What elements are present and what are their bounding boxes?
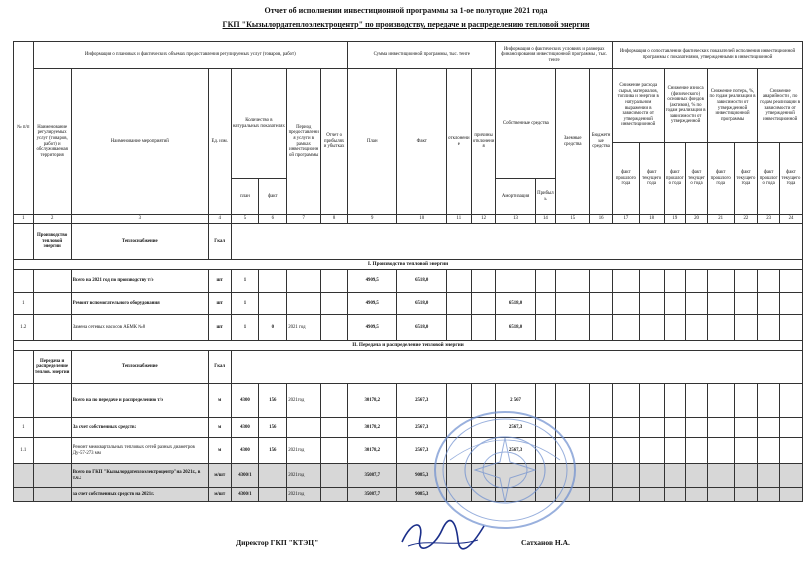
hdr-fact-cur: факт текущего года [686, 143, 708, 215]
table-cell [664, 418, 686, 438]
table-cell [556, 270, 590, 293]
table-cell [707, 418, 734, 438]
table-cell [471, 270, 496, 293]
table-cell [590, 384, 613, 418]
table-cell [321, 315, 348, 341]
hdr-cmp4: Снижение аварийности , по годам реализации в зависимости от утвержденной инвестиционной [758, 69, 803, 143]
block2-unit: Гкал [208, 351, 231, 384]
table-cell [758, 270, 780, 293]
column-number: 4 [208, 215, 231, 224]
total-unit: м/шт [208, 488, 231, 502]
block1-name: Теплоснабжение [71, 224, 208, 260]
table-cell [758, 315, 780, 341]
table-cell [686, 384, 708, 418]
hdr-budget: Бюджетные средства [590, 69, 613, 215]
table-cell [758, 418, 780, 438]
hdr-cmp3: Снижение потерь, %, по годам реализации в зависимости от утвержденной инвестиционной программы [707, 69, 758, 143]
report-subtitle: ГКП "Кызылордатеплоэлектроцентр" по производству, передаче и распределению тепловой энергии [222, 20, 590, 29]
row-plan: 4300 [231, 438, 259, 464]
table-cell [686, 464, 708, 488]
total-plan: 4300/1 [231, 464, 259, 488]
table-cell [556, 315, 590, 341]
hdr-sum-group: Сумма инвестиционной программы, тыс. тенге [348, 42, 496, 69]
row-amort: 2567,3 [496, 438, 535, 464]
hdr-fact-cur: факт текущего года [734, 143, 758, 215]
hdr-fact: факт [259, 179, 287, 215]
row-plan: 4300 [231, 384, 259, 418]
total-unit: м/шт [208, 464, 231, 488]
row-sum-fact: 6518,0 [397, 315, 446, 341]
row-period [287, 270, 321, 293]
row-amort: 2 567 [496, 384, 535, 418]
hdr-profit: Прибыль [535, 179, 556, 215]
row-unit: шт [208, 293, 231, 315]
column-number: 17 [612, 215, 639, 224]
table-row [14, 418, 803, 438]
block2-section-row [14, 341, 803, 351]
row-number [14, 270, 34, 293]
table-cell [590, 464, 613, 488]
row-fact: 156 [259, 438, 287, 464]
table-cell [590, 293, 613, 315]
table-cell [612, 384, 639, 418]
row-sum-plan: 30178,2 [348, 418, 397, 438]
column-number: 3 [71, 215, 208, 224]
block1-service: Производство тепловой энергии [33, 224, 71, 260]
row-period: 2021 год [287, 315, 321, 341]
table-cell [14, 488, 34, 502]
row-fact: 0 [259, 315, 287, 341]
table-cell [707, 438, 734, 464]
table-cell [590, 488, 613, 502]
row-sum-plan: 4909,5 [348, 270, 397, 293]
table-cell [686, 488, 708, 502]
table-cell [686, 418, 708, 438]
row-unit: шт [208, 270, 231, 293]
table-cell [686, 315, 708, 341]
table-cell [734, 293, 758, 315]
table-cell [259, 488, 287, 502]
table-cell [556, 293, 590, 315]
table-cell [471, 293, 496, 315]
row-name: Всего на 2021 год по производству т/э [71, 270, 208, 293]
table-cell [639, 464, 664, 488]
table-cell [535, 270, 556, 293]
row-plan: 1 [231, 293, 259, 315]
total-row [14, 464, 803, 488]
table-cell [612, 293, 639, 315]
table-cell [707, 488, 734, 502]
table-cell [758, 488, 780, 502]
hdr-period: Период предоставления услуги в рамках инвестиционной программы [287, 69, 321, 215]
table-cell [779, 488, 802, 502]
row-amort: 2567,3 [496, 418, 535, 438]
row-number: 1 [14, 418, 34, 438]
row-sum-fact: 6518,0 [397, 293, 446, 315]
total-row [14, 488, 803, 502]
total-name: за счет собственных средств на 2021г. [71, 488, 208, 502]
hdr-sum-plan: План [348, 69, 397, 215]
table-cell [758, 384, 780, 418]
signature-icon [398, 518, 488, 552]
table-cell [758, 293, 780, 315]
table-cell [33, 384, 71, 418]
row-fact: 156 [259, 418, 287, 438]
table-cell [612, 418, 639, 438]
column-number: 19 [664, 215, 686, 224]
table-cell [664, 464, 686, 488]
hdr-service-name: Наименование регулируемых услуг (товаров, работ) и обслуживаемая территория [33, 69, 71, 215]
table-cell [321, 488, 348, 502]
table-cell [590, 418, 613, 438]
row-period: 2021год [287, 384, 321, 418]
table-cell [590, 270, 613, 293]
table-cell [612, 315, 639, 341]
block2-section-title: II. Передача и распределение тепловой энергии [14, 341, 803, 351]
table-cell [639, 293, 664, 315]
row-sum-plan: 4909,5 [348, 315, 397, 341]
row-unit: шт [208, 315, 231, 341]
table-cell [664, 315, 686, 341]
table-cell [33, 315, 71, 341]
table-cell [734, 488, 758, 502]
row-unit: м [208, 384, 231, 418]
table-cell [612, 488, 639, 502]
table-cell [707, 270, 734, 293]
table-cell [321, 418, 348, 438]
table-row [14, 270, 803, 293]
block2-name: Теплоснабжение [71, 351, 208, 384]
hdr-cmp-group: Информация о сопоставлении фактических показателей исполнения инвестиционной программы с показателями, утвержденными в инвестиционной [612, 42, 802, 69]
row-plan: 1 [231, 270, 259, 293]
table-cell [758, 438, 780, 464]
row-sum-fact: 6518,0 [397, 270, 446, 293]
row-name: Замена сетевых насосов АБМК №8 [71, 315, 208, 341]
column-number: 15 [556, 215, 590, 224]
table-cell [471, 315, 496, 341]
row-amort: 6518,0 [496, 293, 535, 315]
row-fact: 156 [259, 384, 287, 418]
hdr-fact-past: факт прошлого года [664, 143, 686, 215]
block2-header-row [14, 351, 803, 384]
table-cell [639, 418, 664, 438]
director-name: Сатханов Н.А. [521, 538, 570, 547]
total-period: 2021год [287, 488, 321, 502]
hdr-profit-loss: Отчет о прибылях и убытках [321, 69, 348, 215]
column-number: 22 [734, 215, 758, 224]
table-cell [33, 464, 71, 488]
row-sum-plan: 30178,2 [348, 384, 397, 418]
table-cell [33, 488, 71, 502]
row-number: 1.2 [14, 315, 34, 341]
total-sum-plan: 35087,7 [348, 464, 397, 488]
table-cell [446, 270, 471, 293]
table-cell [686, 270, 708, 293]
total-period: 2021год [287, 464, 321, 488]
table-cell [321, 384, 348, 418]
column-number: 14 [535, 215, 556, 224]
column-number: 12 [471, 215, 496, 224]
column-number: 13 [496, 215, 535, 224]
table-cell [779, 270, 802, 293]
row-fact [259, 270, 287, 293]
column-number: 20 [686, 215, 708, 224]
row-fact [259, 293, 287, 315]
table-cell [33, 438, 71, 464]
block1-section-title: I. Производство тепловой энергии [14, 260, 803, 270]
table-cell [612, 438, 639, 464]
table-cell [734, 438, 758, 464]
row-period: 2021год [287, 438, 321, 464]
row-period [287, 418, 321, 438]
table-cell [33, 270, 71, 293]
row-number: 1 [14, 293, 34, 315]
table-cell [590, 438, 613, 464]
table-cell [686, 293, 708, 315]
hdr-info-group: Информация о плановых и фактических объемах предоставления регулируемых услуг (товаров, работ) [33, 42, 347, 69]
header-row-2 [14, 69, 803, 143]
hdr-sum-fact: Факт [397, 69, 446, 215]
row-unit: м [208, 438, 231, 464]
row-sum-plan: 4909,5 [348, 293, 397, 315]
row-sum-fact: 2567,3 [397, 384, 446, 418]
table-cell [779, 315, 802, 341]
table-cell [779, 293, 802, 315]
row-name: Ремонт вспомогательного оборудования [71, 293, 208, 315]
table-cell [321, 438, 348, 464]
table-cell [535, 315, 556, 341]
total-plan: 4300/1 [231, 488, 259, 502]
table-row [14, 315, 803, 341]
column-number: 1 [14, 215, 34, 224]
stamp-seal-icon [430, 400, 580, 530]
table-cell [259, 464, 287, 488]
table-cell [779, 438, 802, 464]
column-number: 7 [287, 215, 321, 224]
block2-service: Передача и распределение теплов. энергии [33, 351, 71, 384]
table-cell [779, 384, 802, 418]
report-title: Отчет об исполнении инвестиционной программы за 1-ое полугодие 2021 года [264, 6, 548, 15]
table-cell [639, 315, 664, 341]
table-cell [664, 384, 686, 418]
hdr-unit: Ед. изм. [208, 69, 231, 215]
hdr-num: № п/п [14, 42, 34, 215]
hdr-plan: план [231, 179, 259, 215]
row-unit: м [208, 418, 231, 438]
row-amort: 6518,0 [496, 315, 535, 341]
column-number: 6 [259, 215, 287, 224]
block1-header-row [14, 224, 803, 260]
hdr-cmp2: Снижение износа (физического) основных фондов (активов), % по годам реализации в зависимости от утвержденной [664, 69, 707, 143]
row-sum-plan: 30178,2 [348, 438, 397, 464]
table-cell [707, 293, 734, 315]
table-cell [664, 270, 686, 293]
table-cell [639, 270, 664, 293]
table-cell [707, 384, 734, 418]
table-cell [758, 464, 780, 488]
hdr-cmp1: Снижение расхода сырья, материалов, топлива и энергии в натуральном выражении в зависимости от утвержденной инвестиционной [612, 69, 664, 143]
column-number: 18 [639, 215, 664, 224]
table-cell [446, 293, 471, 315]
block1-unit: Гкал [208, 224, 231, 260]
column-number: 11 [446, 215, 471, 224]
table-cell [33, 418, 71, 438]
total-sum-fact: 9085,3 [397, 488, 446, 502]
table-cell [14, 464, 34, 488]
column-number: 24 [779, 215, 802, 224]
column-number: 9 [348, 215, 397, 224]
hdr-fact-past: факт прошлого года [707, 143, 734, 215]
total-sum-fact: 9085,3 [397, 464, 446, 488]
table-cell [734, 464, 758, 488]
table-cell [734, 270, 758, 293]
table-cell [446, 315, 471, 341]
row-amort [496, 270, 535, 293]
table-cell [734, 315, 758, 341]
row-name: За счет собственных средств: [71, 418, 208, 438]
row-number [14, 384, 34, 418]
table-cell [707, 464, 734, 488]
header-row-1 [14, 42, 803, 69]
column-number: 2 [33, 215, 71, 224]
column-number: 23 [758, 215, 780, 224]
row-period [287, 293, 321, 315]
table-row [14, 384, 803, 418]
row-number: 1.1 [14, 438, 34, 464]
table-cell [590, 315, 613, 341]
hdr-event-name: Наименование мероприятий [71, 69, 208, 215]
column-number: 8 [321, 215, 348, 224]
hdr-fin-group: Информация о фактических условиях и размерах финансирования инвестиционной программы , тыс. тенге [496, 42, 613, 69]
hdr-own-funds: Собственные средства [496, 69, 556, 179]
table-cell [321, 464, 348, 488]
table-cell [639, 384, 664, 418]
hdr-loans: Заемные средства [556, 69, 590, 215]
table-cell [664, 293, 686, 315]
row-name: Всего на по передаче и распределению т/э [71, 384, 208, 418]
report-table [13, 41, 803, 502]
table-cell [779, 418, 802, 438]
total-sum-plan: 35087,7 [348, 488, 397, 502]
table-cell [33, 293, 71, 315]
table-cell [707, 315, 734, 341]
hdr-fact-cur: факт текущего года [639, 143, 664, 215]
table-cell [639, 488, 664, 502]
table-cell [686, 438, 708, 464]
table-cell [664, 438, 686, 464]
row-sum-fact: 2567,3 [397, 438, 446, 464]
table-cell [612, 464, 639, 488]
column-number: 21 [707, 215, 734, 224]
column-number: 16 [590, 215, 613, 224]
table-cell [535, 293, 556, 315]
table-cell [321, 270, 348, 293]
row-name: Ремонт межквартальных тепловых сетей разных диаметров Ду-57-273 мм [71, 438, 208, 464]
column-number: 5 [231, 215, 259, 224]
director-title: Директор ГКП "КТЭЦ" [236, 538, 319, 547]
column-number-row [14, 215, 803, 224]
row-plan: 4300 [231, 418, 259, 438]
hdr-reasons: причины отклонения [471, 69, 496, 215]
table-row [14, 438, 803, 464]
block1-section-row [14, 260, 803, 270]
column-number: 10 [397, 215, 446, 224]
table-cell [734, 418, 758, 438]
table-cell [612, 270, 639, 293]
total-name: Всего по ГКП "Кызылордатеплоэлектроцентр"на 2021г., в т.ч.: [71, 464, 208, 488]
hdr-fact-past: факт прошлого года [758, 143, 780, 215]
table-cell [664, 488, 686, 502]
table-cell [321, 293, 348, 315]
table-cell [734, 384, 758, 418]
table-cell [639, 438, 664, 464]
hdr-amort: Амортизация [496, 179, 535, 215]
hdr-fact-cur: факт текущего года [779, 143, 802, 215]
row-sum-fact: 2567,3 [397, 418, 446, 438]
hdr-qty: Количество в натуральных показателях [231, 69, 287, 179]
table-cell [779, 464, 802, 488]
hdr-fact-past: факт прошлого года [612, 143, 639, 215]
table-row [14, 293, 803, 315]
row-plan: 1 [231, 315, 259, 341]
hdr-deviation: отклонение [446, 69, 471, 215]
